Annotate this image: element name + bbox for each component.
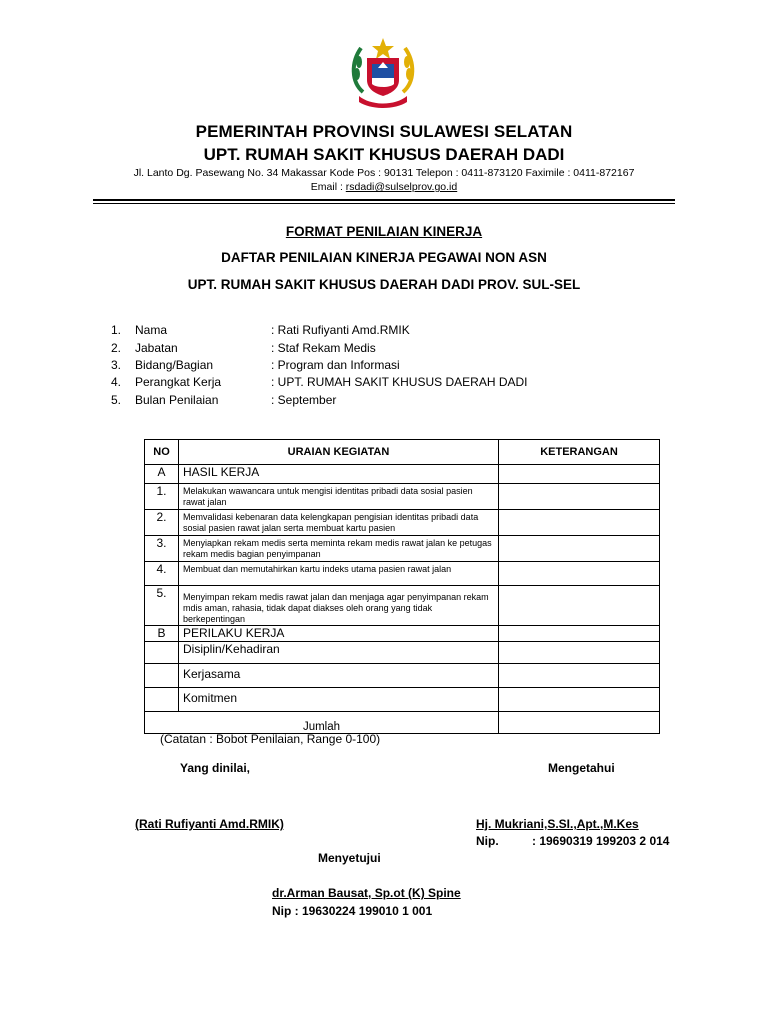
info-num: 1. — [111, 323, 122, 337]
info-label: Nama — [135, 323, 168, 337]
table-row — [145, 688, 660, 712]
keterangan-cell[interactable] — [499, 484, 660, 510]
email-link[interactable]: rsdadi@sulselprov.go.id — [345, 181, 458, 193]
row-uraian: Menyiapkan rekam medis serta meminta rekam medis rawat jalan ke petugas rekam medis bagian penyimpanan — [179, 536, 499, 562]
header-divider — [93, 199, 675, 201]
keterangan-cell[interactable] — [499, 642, 660, 664]
keterangan-cell[interactable] — [499, 536, 660, 562]
info-label: Bidang/Bagian — [135, 358, 214, 372]
row-no — [145, 642, 179, 664]
info-row-perangkat — [111, 375, 671, 392]
menyetujui-name: dr.Arman Bausat, Sp.ot (K) Spine — [272, 886, 461, 900]
email-label: Email : — [310, 181, 346, 193]
section-label: PERILAKU KERJA — [179, 626, 499, 642]
mengetahui-nip: : 19690319 199203 2 014 — [532, 834, 670, 848]
row-uraian: Melakukan wawancara untuk mengisi identitas pribadi data sosial pasien rawat jalan — [179, 484, 499, 510]
info-value: : Staf Rekam Medis — [271, 341, 376, 355]
info-row-bidang — [111, 358, 671, 375]
jumlah-row — [145, 712, 660, 734]
header-divider-thin — [93, 203, 675, 204]
keterangan-cell[interactable] — [499, 562, 660, 586]
jumlah-value-cell[interactable] — [499, 712, 660, 734]
table-row — [145, 510, 660, 536]
keterangan-cell[interactable] — [499, 510, 660, 536]
jumlah-label: Jumlah — [145, 712, 499, 734]
row-no: 4. — [145, 562, 179, 586]
section-no: B — [145, 626, 179, 642]
doc-subtitle-2: UPT. RUMAH SAKIT KHUSUS DAERAH DADI PROV. SUL-SEL — [187, 277, 581, 292]
info-label: Jabatan — [135, 341, 178, 355]
kop-email — [0, 181, 768, 193]
info-num: 5. — [111, 393, 122, 407]
kop-line-1: PEMERINTAH PROVINSI SULAWESI SELATAN — [195, 122, 573, 141]
keterangan-cell[interactable] — [499, 688, 660, 712]
row-no — [145, 688, 179, 712]
keterangan-cell[interactable] — [499, 626, 660, 642]
mengetahui-nip-label: Nip. — [476, 834, 499, 848]
table-row — [145, 484, 660, 510]
yang-dinilai-name: (Rati Rufiyanti Amd.RMIK) — [135, 817, 284, 831]
row-uraian: Menyimpan rekam medis rawat jalan dan menjaga agar penyimpanan rekam mdis aman, rahasia, tidak dapat diakses oleh orang yang tidak berkepentingan — [179, 586, 499, 626]
info-value: : Program dan Informasi — [271, 358, 400, 372]
row-no: 1. — [145, 484, 179, 510]
row-no — [145, 664, 179, 688]
section-row-a — [145, 465, 660, 484]
section-no: A — [145, 465, 179, 484]
table-row — [145, 536, 660, 562]
row-no: 3. — [145, 536, 179, 562]
catatan-note: (Catatan : Bobot Penilaian, Range 0-100) — [160, 732, 381, 746]
row-uraian: Memvalidasi kebenaran data kelengkapan pengisian identitas pribadi data sosial pasien rawat jalan serta membuat kartu pasien — [179, 510, 499, 536]
menyetujui-label: Menyetujui — [318, 851, 381, 865]
info-value: : September — [271, 393, 337, 407]
keterangan-cell[interactable] — [499, 465, 660, 484]
doc-subtitle: DAFTAR PENILAIAN KINERJA PEGAWAI NON ASN — [221, 250, 547, 265]
table-row — [145, 586, 660, 626]
info-label: Bulan Penilaian — [135, 393, 219, 407]
info-value: : Rati Rufiyanti Amd.RMIK — [271, 323, 410, 337]
section-label: HASIL KERJA — [179, 465, 499, 484]
info-row-nama — [111, 323, 671, 340]
row-uraian: Disiplin/Kehadiran — [179, 642, 499, 664]
info-value: : UPT. RUMAH SAKIT KHUSUS DAERAH DADI — [271, 375, 528, 389]
info-label: Perangkat Kerja — [135, 375, 222, 389]
info-row-bulan — [111, 393, 671, 410]
kop-line-2: UPT. RUMAH SAKIT KHUSUS DAERAH DADI — [203, 145, 565, 164]
table-row — [145, 664, 660, 688]
header-keterangan: KETERANGAN — [499, 440, 660, 465]
header-uraian: URAIAN KEGIATAN — [179, 440, 499, 465]
info-row-jabatan — [111, 341, 671, 358]
row-uraian: Komitmen — [179, 688, 499, 712]
provincial-emblem-icon — [345, 34, 421, 110]
header-no: NO — [145, 440, 179, 465]
assessment-table — [144, 439, 660, 734]
mengetahui-label: Mengetahui — [548, 761, 615, 775]
yang-dinilai-label: Yang dinilai, — [180, 761, 251, 775]
kop-address: Jl. Lanto Dg. Pasewang No. 34 Makassar Kode Pos : 90131 Telepon : 0411-873120 Faximile : 0411-872167 — [133, 167, 635, 179]
menyetujui-nip: Nip : 19630224 199010 1 001 — [272, 904, 433, 918]
mengetahui-name: Hj. Mukriani,S.SI.,Apt.,M.Kes — [476, 817, 639, 831]
row-uraian: Membuat dan memutahirkan kartu indeks utama pasien rawat jalan — [179, 562, 499, 586]
keterangan-cell[interactable] — [499, 664, 660, 688]
keterangan-cell[interactable] — [499, 586, 660, 626]
row-no: 2. — [145, 510, 179, 536]
table-row — [145, 642, 660, 664]
section-row-b — [145, 626, 660, 642]
info-num: 2. — [111, 341, 122, 355]
doc-title: FORMAT PENILAIAN KINERJA — [285, 224, 483, 239]
row-uraian: Kerjasama — [179, 664, 499, 688]
table-row — [145, 562, 660, 586]
table-header-row — [145, 440, 660, 465]
info-num: 4. — [111, 375, 122, 389]
row-no: 5. — [145, 586, 179, 626]
info-num: 3. — [111, 358, 122, 372]
